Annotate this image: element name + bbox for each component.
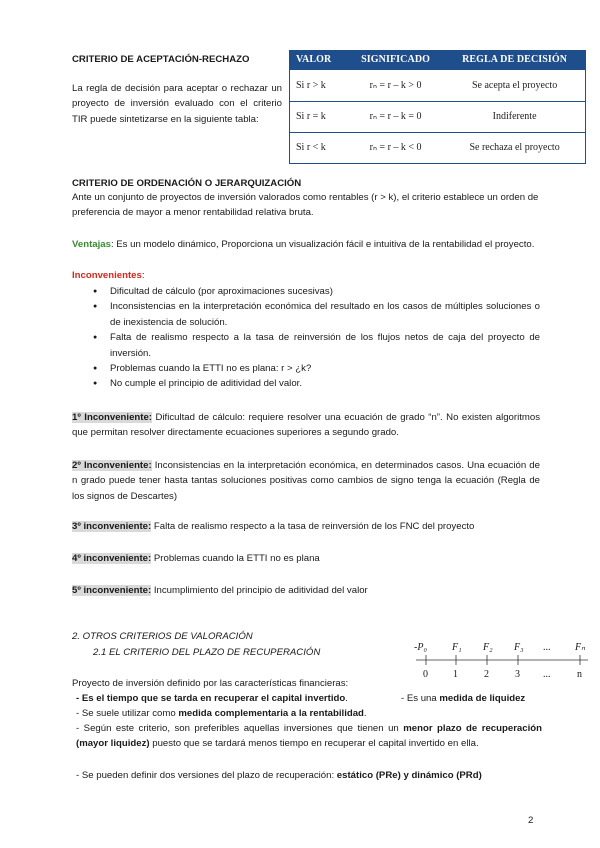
table-cell: Si r = k (290, 101, 347, 132)
table-row (290, 101, 586, 132)
detail-text: Dificultad de cálculo: requiere resolver una ecuación de grado “n”. No existen algoritmos que permitan resolver directamente ecuaciones superiores a segundo grado. (72, 412, 540, 439)
payback-line-2-end: . (363, 708, 367, 719)
section2-heading: 2. OTROS CRITERIOS DE VALORACIÓN (72, 631, 253, 642)
detail-label: 1º Inconveniente: (72, 412, 153, 423)
table-row (290, 132, 586, 163)
payback-line-3-bold: menor plazo de recuperación (mayor liquidez) (76, 723, 542, 750)
table-cell: Se acepta el proyecto (444, 70, 585, 101)
advantages-text: : Es un modelo dinámico, Proporciona un visualización fácil e intuitiva de la rentabilidad el proyecto. (110, 239, 535, 250)
table-cell: rₙ = r – k = 0 (347, 101, 444, 132)
payback-period: . (345, 693, 348, 704)
payback-line-2-bold: medida complementaria a la rentabilidad (178, 708, 364, 719)
advantages-paragraph (72, 237, 540, 252)
timeline-period: 0 (423, 669, 428, 680)
table-header-significado: SIGNIFICADO (347, 50, 444, 70)
table-cell: Indiferente (444, 101, 585, 132)
detail-label: 2º Inconveniente: (72, 460, 152, 471)
detail-3 (72, 519, 540, 534)
timeline-period: n (577, 669, 582, 680)
payback-line-3-end: puesto que se tardará menos tiempo en recuperar el capital invertido en ella. (149, 738, 479, 750)
table-cell: Si r < k (290, 132, 347, 163)
payback-line-4-bold: estático (PRe) y dinámico (PRd) (336, 770, 482, 781)
detail-1 (72, 410, 540, 441)
detail-2 (72, 458, 540, 504)
decision-table (289, 50, 586, 164)
detail-label: 5º inconveniente: (72, 585, 152, 596)
payback-line-2-text: - Se suele utilizar como (76, 708, 179, 719)
page-number: 2 (528, 815, 534, 826)
acceptance-intro: La regla de decisión para aceptar o rechazar un proyecto de inversión evaluado con el criterio TIR puede sintetizarse en la siguiente tabla: (72, 83, 282, 125)
payback-liquidity (401, 691, 525, 706)
list-item: ● No cumple el principio de aditividad del valor. (89, 376, 540, 391)
advantages-label: Ventajas (72, 239, 111, 250)
detail-text: Problemas cuando la ETTI no es plana (151, 553, 320, 564)
list-item: ● Falta de realismo respecto a la tasa de reinversión de los flujos netos de caja del proyecto de inversión. (89, 330, 540, 361)
payback-line-4 (76, 768, 542, 783)
disadvantages-heading (72, 268, 145, 283)
disadvantages-label: Inconvenientes (72, 270, 142, 281)
timeline-period: ... (543, 669, 551, 680)
timeline-flow-label: F₂ (483, 642, 493, 653)
table-cell: rₙ = r – k < 0 (347, 132, 444, 163)
table-cell: Si r > k (290, 70, 347, 101)
timeline-axis (412, 654, 592, 666)
list-item: ● Dificultad de cálculo (por aproximaciones sucesivas) (89, 284, 540, 299)
table-header-valor: VALOR (290, 50, 347, 70)
table-row (290, 70, 586, 101)
detail-label: 3º inconveniente: (72, 521, 152, 532)
payback-line-1 (76, 691, 542, 706)
ordering-heading: CRITERIO DE ORDENACIÓN O JERARQUIZACIÓN (72, 178, 302, 189)
disadvantages-colon: : (141, 270, 145, 281)
timeline-flow-label: F₃ (514, 642, 524, 653)
detail-text: Incumplimiento del principio de aditividad del valor (151, 585, 368, 596)
detail-label: 4º inconveniente: (72, 553, 152, 564)
list-item: ● Problemas cuando la ETTI no es plana: r > ¿k? (89, 361, 540, 376)
timeline-period: 2 (484, 669, 489, 680)
payback-line-2 (76, 706, 542, 721)
timeline-flow-label: ... (543, 642, 551, 653)
timeline-flow-label: F₁ (452, 642, 462, 653)
payback-line-3-text: - Según este criterio, son preferibles aquellas inversiones que tienen un (76, 723, 404, 734)
section2-subheading: 2.1 EL CRITERIO DEL PLAZO DE RECUPERACIÓN (93, 647, 321, 658)
detail-text: Inconsistencias en la interpretación económica, en determinados casos. Una ecuación de n grado puede tener hasta tantas soluciones positivas como cambios de signo tenga la ecuación (Regla de los signos de Descartes) (72, 460, 540, 502)
payback-line-4-text: - Se pueden definir dos versiones del plazo de recuperación: (76, 770, 337, 781)
cash-flow-timeline (412, 640, 592, 690)
table-header-regla: REGLA DE DECISIÓN (444, 50, 585, 70)
timeline-flow-label: -P₀ (414, 642, 427, 653)
list-item: ● Inconsistencias en la interpretación económica del resultado en los casos de múltiples soluciones o de inexistencia de solución. (89, 299, 540, 330)
payback-liquidity-bold: medida de liquidez (439, 693, 526, 704)
payback-liquidity-prefix: - Es una (401, 693, 440, 704)
payback-intro: Proyecto de inversión definido por las características financieras: (72, 678, 349, 689)
disadvantages-list (89, 284, 540, 392)
timeline-period: 1 (453, 669, 458, 680)
timeline-period: 3 (515, 669, 520, 680)
detail-4 (72, 551, 540, 566)
table-cell: Se rechaza el proyecto (444, 132, 585, 163)
timeline-flow-label: Fₙ (575, 642, 586, 653)
detail-5 (72, 583, 540, 598)
detail-text: Falta de realismo respecto a la tasa de reinversión de los FNC del proyecto (151, 521, 475, 532)
ordering-text: Ante un conjunto de proyectos de inversión valorados como rentables (r > k), el criterio establece un orden de preferencia de mayor a menor rentabilidad relativa bruta. (72, 192, 539, 219)
payback-definition: - Es el tiempo que se tarda en recuperar el capital invertido (76, 693, 346, 704)
table-cell: rₙ = r – k > 0 (347, 70, 444, 101)
payback-line-3 (76, 721, 542, 752)
acceptance-heading: CRITERIO DE ACEPTACIÓN-RECHAZO (72, 54, 250, 65)
